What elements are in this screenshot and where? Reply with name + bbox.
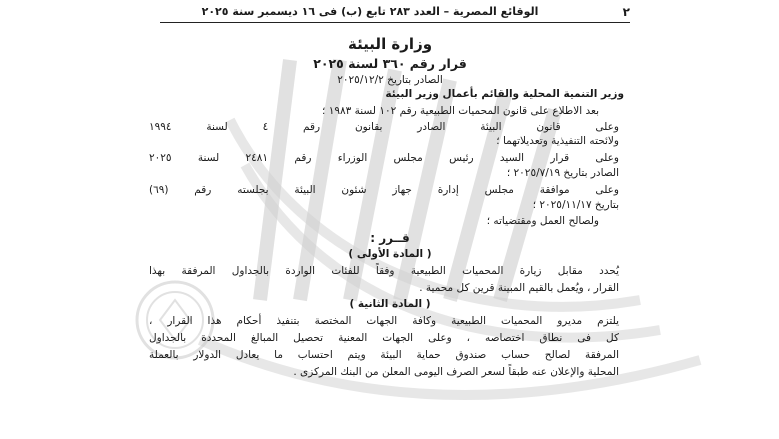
preamble-line-3a: وعلى قرار السيد رئيس مجلس الوزراء رقم ٢٤٨١ لسنة ٢٠٢٥ [149,152,619,164]
page-header [150,4,630,20]
decree-issue-date: الصادر بتاريخ ٢٠٢٥/١٢/٢ [337,74,443,86]
header-rule [160,22,630,23]
preamble-line-3b: الصادر بتاريخ ٢٠٢٥/٧/١٩ ؛ [506,167,619,179]
article-1-title: ( المادة الأولى ) [348,248,432,260]
article-1-line-2: القرار ، ويُعمل بالقيم المبينة قرين كل محمية . [419,282,619,294]
ministry-title: وزارة البيئة [347,35,433,53]
preamble-line-4a: وعلى موافقة مجلس إدارة جهاز شئون البيئة بجلسته رقم (٦٩) [149,184,619,196]
decree-issuer: وزير التنمية المحلية والقائم بأعمال وزير البيئة [385,88,624,100]
preamble-line-2b: ولائحته التنفيذية وتعديلاتهما ؛ [496,135,619,147]
article-1-line-1: يُحدد مقابل زيارة المحميات الطبيعية وفقاً للفئات الواردة بالجداول المرفقة بهذا [149,265,619,277]
decides-heading: قــرر : [370,231,410,245]
running-title: الوقائع المصرية – العدد ٢٨٣ تابع (ب) فى ١٦ ديسمبر سنة ٢٠٢٥ [201,5,539,18]
preamble-line-4b: بتاريخ ٢٠٢٥/١١/١٧ ؛ [532,199,619,211]
preamble-line-1: بعد الاطلاع على قانون المحميات الطبيعية رقم ١٠٢ لسنة ١٩٨٣ ؛ [322,105,599,117]
preamble-line-2a: وعلى قانون البيئة الصادر بقانون رقم ٤ لسنة ١٩٩٤ [149,121,619,133]
preamble-line-5: ولصالح العمل ومقتضياته ؛ [486,215,599,227]
article-2-line-3: المرفقة لصالح حساب صندوق حماية البيئة ويتم احتساب ما يعادل الدولار بالعملة [149,349,619,361]
article-2-line-4: المحلية والإعلان عنه طبقاً لسعر الصرف اليومى المعلن من البنك المركزى . [293,366,619,378]
decree-number: قرار رقم ٣٦٠ لسنة ٢٠٢٥ [313,56,467,71]
article-2-title: ( المادة الثانية ) [349,298,431,310]
article-2-line-1: يلتزم مديرو المحميات الطبيعية وكافة الجهات المختصة بتنفيذ أحكام هذا القرار ، [149,315,619,327]
page-number: ٢ [622,5,630,19]
article-2-line-2: كل فى نطاق اختصاصه ، وعلى الجهات المعنية تحصيل المبالغ المحددة بالجداول [149,332,619,344]
